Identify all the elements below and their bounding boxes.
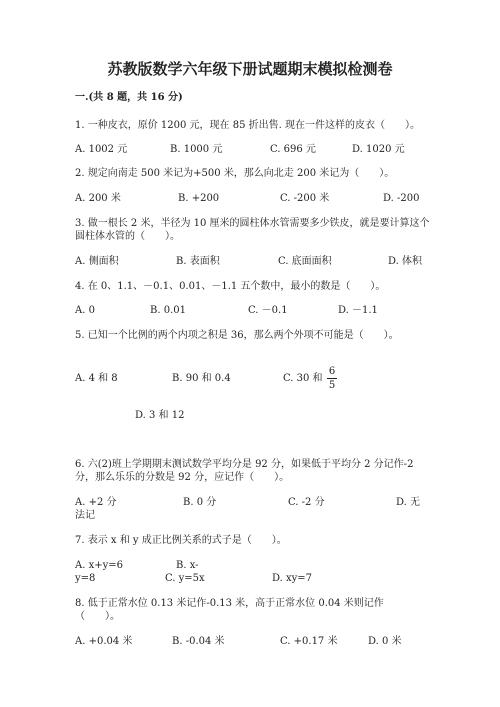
option-d: D. 3 和 12 bbox=[135, 410, 185, 421]
option-d: D. －1.1 bbox=[338, 305, 378, 316]
option-b: B. 90 和 0.4 bbox=[172, 373, 231, 384]
option-b: B. x- bbox=[176, 560, 199, 571]
option-a: A. 200 米 bbox=[75, 193, 121, 204]
fraction-bar bbox=[327, 378, 337, 379]
option-d: D. 0 米 bbox=[368, 636, 402, 647]
option-b: B. 表面积 bbox=[176, 256, 220, 267]
option-d: D. 1020 元 bbox=[352, 144, 405, 155]
option-c: C. +0.17 米 bbox=[280, 636, 338, 647]
option-c: C. y=5x bbox=[165, 573, 205, 584]
question-stem-line-2: 分，那么乐乐的分数是 92 分，应记作（ ）。 bbox=[75, 472, 290, 483]
option-c: C. －0.1 bbox=[248, 305, 288, 316]
option-a-continued: y=8 bbox=[75, 573, 96, 584]
option-d: D. xy=7 bbox=[272, 573, 313, 584]
option-d-continued: 法记 bbox=[75, 510, 95, 521]
page-title: 苏教版数学六年级下册试题期末模拟检测卷 bbox=[107, 60, 393, 78]
option-b: B. +200 bbox=[178, 193, 220, 204]
option-b: B. 1000 元 bbox=[170, 144, 223, 155]
option-b: B. 0 分 bbox=[183, 497, 217, 508]
option-a: A. x+y=6 bbox=[75, 560, 123, 571]
option-a: A. 1002 元 bbox=[75, 144, 128, 155]
option-c: C. 30 和 bbox=[283, 373, 323, 384]
option-c: C. -2 分 bbox=[288, 497, 325, 508]
question-stem-line-1: 8. 低于正常水位 0.13 米记作-0.13 米，高于正常水位 0.04 米则记作 bbox=[75, 598, 384, 609]
option-b: B. -0.04 米 bbox=[172, 636, 225, 647]
question-stem: 1. 一种皮衣，原价 1200 元，现在 85 折出售. 现在一件这样的皮衣（ ）。 bbox=[75, 120, 420, 131]
question-stem: 4. 在 0、1.1、－0.1、0.01、－1.1 五个数中，最小的数是（ ）。 bbox=[75, 281, 386, 292]
section-heading: 一.(共 8 题，共 16 分) bbox=[75, 92, 183, 103]
option-d: D. -200 bbox=[383, 193, 420, 204]
option-b: B. 0.01 bbox=[150, 305, 186, 316]
option-a: A. +2 分 bbox=[75, 497, 117, 508]
question-stem: 7. 表示 x 和 y 成正比例关系的式子是（ ）。 bbox=[75, 535, 287, 546]
question-stem-line-2: （ ）。 bbox=[75, 611, 120, 622]
option-d: D. 无 bbox=[396, 497, 421, 508]
option-d: D. 体积 bbox=[388, 256, 423, 267]
option-a: A. +0.04 米 bbox=[75, 636, 133, 647]
question-stem-line-2: 圆柱体水管的（ ）。 bbox=[75, 231, 180, 242]
fraction-numerator: 6 bbox=[328, 366, 336, 377]
option-c: C. -200 米 bbox=[280, 193, 330, 204]
option-c: C. 底面面积 bbox=[278, 256, 332, 267]
question-stem: 5. 已知一个比例的两个内项之积是 36，那么两个外项不可能是（ ）。 bbox=[75, 330, 399, 341]
question-stem: 2. 规定向南走 500 米记为+500 米，那么向北走 200 米记为（ ）。 bbox=[75, 168, 395, 179]
option-c: C. 696 元 bbox=[270, 144, 316, 155]
option-a: A. 0 bbox=[75, 305, 95, 316]
option-a: A. 侧面积 bbox=[75, 256, 119, 267]
question-stem-line-1: 3. 做一根长 2 米，半径为 10 厘米的圆柱体水管需要多少铁皮，就是要计算这个 bbox=[75, 218, 430, 229]
question-stem-line-1: 6. 六(2)班上学期期末测试数学平均分是 92 分，如果低于平均分 2 分记作-2 bbox=[75, 459, 414, 470]
option-a: A. 4 和 8 bbox=[75, 373, 118, 384]
fraction-denominator: 5 bbox=[328, 380, 336, 391]
